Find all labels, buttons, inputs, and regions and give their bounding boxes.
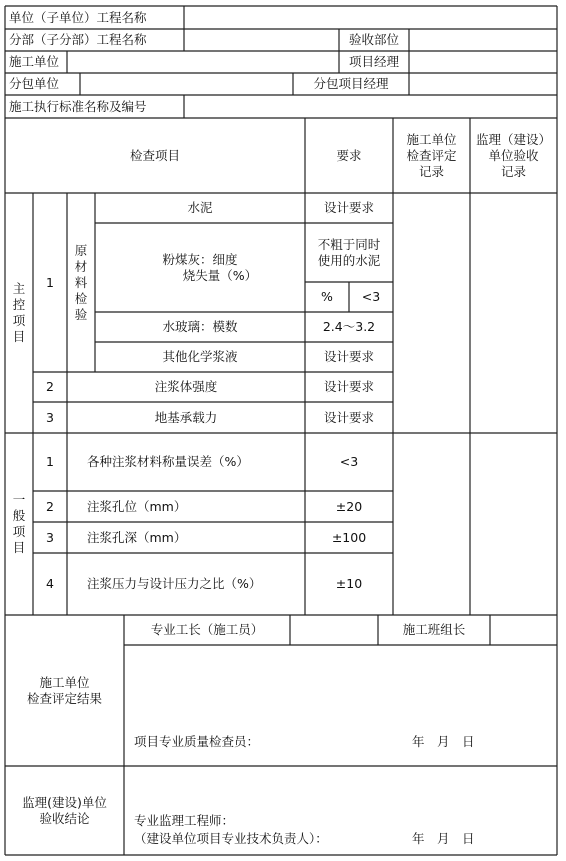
quality-inspector-label: 项目专业质量检查员： — [134, 734, 260, 749]
other-chemical-requirement: 设计要求 — [323, 349, 374, 364]
acceptance-part-label: 验收部位 — [348, 32, 399, 47]
subcontract-manager-label: 分包项目经理 — [313, 76, 389, 91]
general-row-number: 2 — [46, 498, 54, 514]
foreman-label: 专业工长（施工员） — [150, 622, 264, 637]
bearing-capacity-item: 地基承载力 — [154, 409, 218, 425]
water-glass-requirement: 2.4～3.2 — [322, 319, 376, 334]
owner-technical-lead-label: （建设单位项目专业技术负责人）： — [134, 831, 328, 846]
general-row-name: 注浆孔深（mm） — [87, 529, 187, 545]
flyash-value: <3 — [361, 289, 381, 304]
grout-strength-item: 注浆体强度 — [154, 379, 218, 394]
construction-unit-label: 施工单位 — [9, 54, 60, 69]
construction-result-label: 施工单位 检查评定结果 — [26, 674, 102, 706]
cement-requirement: 设计要求 — [323, 200, 374, 215]
conclusion-date: 年 月 日 — [412, 831, 475, 846]
general-row-name: 注浆压力与设计压力之比（%） — [87, 576, 262, 591]
flyash-requirement: 不粗于同时 使用的水泥 — [317, 236, 381, 268]
general-row-number: 3 — [46, 529, 54, 545]
unit-project-label: 单位（子单位）工程名称 — [9, 9, 147, 25]
standard-label: 施工执行标准名称及编号 — [9, 98, 147, 114]
general-row-requirement: ±10 — [335, 576, 363, 591]
requirement-header: 要求 — [336, 147, 362, 163]
subcontract-unit-label: 分包单位 — [9, 76, 60, 91]
general-row-name: 各种注浆材料称量误差（%） — [87, 454, 249, 469]
team-leader-label: 施工班组长 — [402, 622, 466, 637]
sub-project-label: 分部（子分部）工程名称 — [9, 32, 147, 47]
general-row-number: 4 — [46, 576, 54, 591]
water-glass-item: 水玻璃：模数 — [162, 319, 238, 334]
bearing-capacity-requirement: 设计要求 — [323, 409, 374, 425]
general-items-label: 一 般 项 目 — [12, 492, 26, 555]
flyash-unit: % — [321, 289, 333, 304]
item1-number: 1 — [46, 274, 54, 290]
item-header: 检查项目 — [129, 147, 180, 163]
general-row-requirement: ±100 — [331, 529, 367, 545]
main-control-label: 主 控 项 目 — [12, 281, 26, 344]
inspection-date: 年 月 日 — [412, 734, 475, 749]
item3-number: 3 — [46, 409, 54, 425]
raw-material-label: 原 材 料 检 验 — [74, 242, 88, 322]
grout-strength-requirement: 设计要求 — [323, 379, 374, 394]
general-row-requirement: ±20 — [335, 498, 363, 514]
supervision-record-header: 监理（建设） 单位验收 记录 — [475, 131, 551, 179]
cement-item: 水泥 — [187, 200, 213, 215]
general-row-number: 1 — [46, 454, 54, 469]
supervisor-engineer-label: 专业监理工程师： — [134, 813, 235, 828]
general-row-name: 注浆孔位（mm） — [87, 498, 187, 514]
flyash-item: 粉煤灰：细度 烧失量（%） — [162, 251, 258, 283]
item2-number: 2 — [46, 379, 54, 394]
supervision-conclusion-label: 监理(建设)单位 验收结论 — [22, 794, 107, 826]
construction-record-header: 施工单位 检查评定 记录 — [406, 131, 457, 179]
other-chemical-item: 其他化学浆液 — [162, 349, 238, 364]
general-row-requirement: <3 — [339, 454, 359, 469]
project-manager-label: 项目经理 — [348, 54, 399, 69]
